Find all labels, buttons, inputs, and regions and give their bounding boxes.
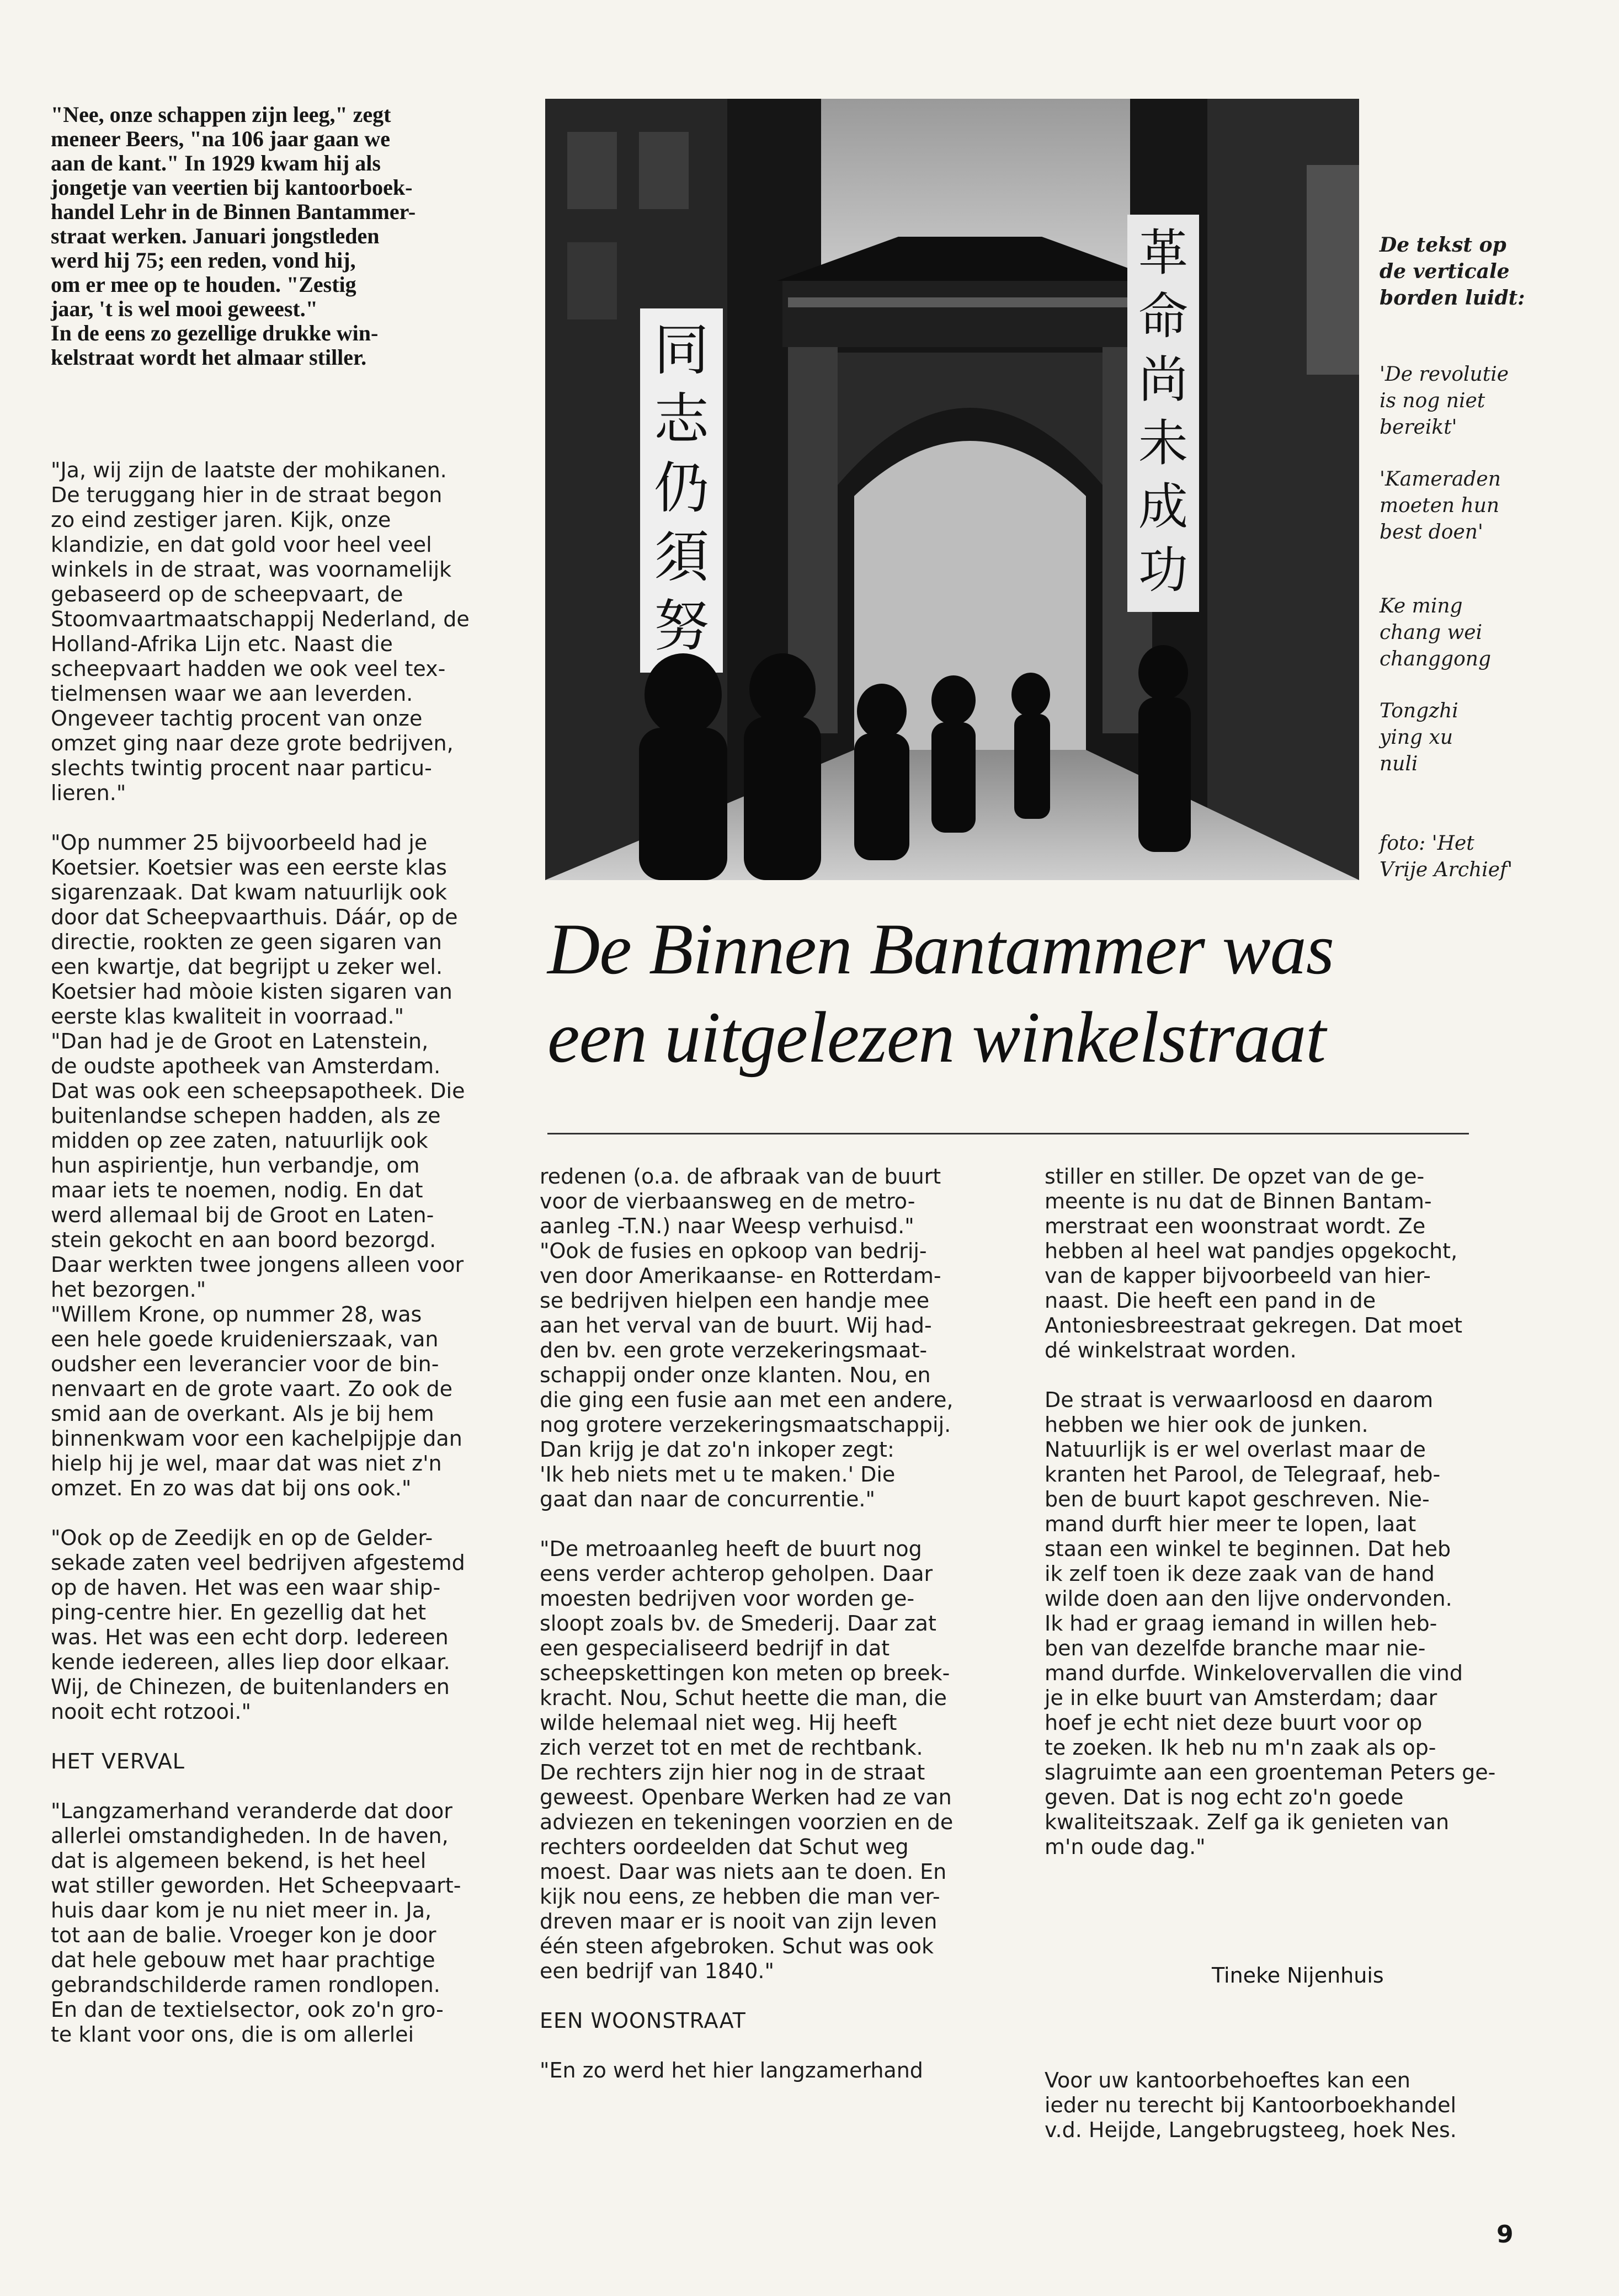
section-heading: EEN WOONSTRAAT [540, 2009, 746, 2033]
caption-line-1: 'De revolutie is nog niet bereikt' [1380, 363, 1509, 439]
sign-character: 尚 [1138, 351, 1188, 409]
street-photo [545, 99, 1359, 880]
author-name: Tineke Nijenhuis [1212, 1963, 1384, 1988]
page-number: 9 [1496, 2220, 1514, 2249]
column-2 [540, 1164, 1014, 2083]
column-1 [51, 458, 525, 2047]
sign-character: 志 [654, 387, 709, 451]
sign-character: 未 [1138, 414, 1188, 472]
caption-line-3: Ke ming chang wei changgong [1380, 595, 1491, 670]
headline-rule [547, 1133, 1469, 1134]
paragraph: stiller en stiller. De opzet van de ge- meente is nu dat de Binnen Bantam- merstraat een woonstraat wordt. Ze hebben al heel wat pandjes opgekocht, van de kapper bijvoorbeeld van hier- naast. Die heeft een pand in de Antoniesbreestraat gekregen. Dat moet dé winkelstraat worden. [1045, 1164, 1463, 1362]
paragraph: "Ook de fusies en opkoop van bedrij- ven door Amerikaanse- en Rotterdam- se bedrijven hielpen een handje mee aan het verval van de buurt. Wij had- den bv. een grote verzekeringsmaat- schappij onder onze klanten. Nou, en die ging een fusie aan met een andere, nog grotere verzekeringsmaatschappij. Dan krijg je dat zo'n inkoper zegt: 'Ik heb niets met u te maken.' Die gaat dan naar de concurrentie." [540, 1239, 954, 1511]
lead-paragraph: "Nee, onze schappen zijn leeg," zegt meneer Beers, "na 106 jaar gaan we aan de kant." In 1929 kwam hij als jongetje van veertien bij kantoorboek- handel Lehr in de Binnen Bantammer- straat werken. Januari jongstleden werd hij 75; een reden, vond hij, om er mee op te houden. "Zestig jaar, 't is wel mooi geweest." In de eens zo gezellige drukke win- kelstraat wordt het almaar stiller. [51, 102, 416, 370]
paragraph: "Ja, wij zijn de laatste der mohikanen. De teruggang hier in de straat begon zo eind zestiger jaren. Kijk, onze klandizie, en dat gold voor heel veel winkels in de straat, was voornamelijk gebaseerd op de scheepvaart, de Stoomvaartmaatschappij Nederland, de Holland-Afrika Lijn etc. Naast die scheepvaart hadden we ook veel tex- tielmensen waar we aan leverden. Ongeveer tachtig procent van onze omzet ging naar deze grote bedrijven, slechts twintig procent naar particu- lieren." [51, 458, 470, 805]
paragraph: "De metroaanleg heeft de buurt nog eens verder achterop geholpen. Daar moesten bedrijven voor worden ge- sloopt zoals bv. de Smederij. Daar zat een gespecialiseerd bedrijf in dat scheepskettingen kon meten op breek- kracht. Nou, Schut heette die man, die wilde helemaal niet weg. Hij heeft zich verzet tot en met de rechtbank. De rechters zijn hier nog in de straat geweest. Openbare Werken had ze van adviezen en tekeningen voorzien en de rechters oordeelden dat Schut weg moest. Daar was niets aan te doen. En kijk nou eens, ze hebben die man ver- dreven maar er is nooit van zijn leven één steen afgebroken. Schut was ook een bedrijf van 1840." [540, 1537, 954, 1983]
paragraph: "Willem Krone, op nummer 28, was een hele goede kruidenierszaak, van oudsher een leverancier voor de bin- nenvaart en de grote vaart. Zo ook de smid aan de overkant. Als je bij hem binnenkwam voor een kachelpijpje dan hielp hij je wel, maar dat was niet z'n omzet. En zo was dat bij ons ook." [51, 1302, 462, 1500]
paragraph: "Dan had je de Groot en Latenstein, de oudste apotheek van Amsterdam. Dat was ook een scheepsapotheek. Die buitenlandse schepen hadden, als ze midden op zee zaten, natuurlijk ook hun aspirientje, hun verbandje, om maar iets te noemen, nodig. En dat werd allemaal bij de Groot en Laten- stein gekocht en aan boord bezorgd. Daar werkten twee jongens alleen voor het bezorgen." [51, 1029, 465, 1302]
photo-credit: foto: 'Het Vrije Archief' [1380, 832, 1513, 881]
paragraph: De straat is verwaarloosd en daarom hebben we hier ook de junken. Natuurlijk is er wel overlast maar de kranten het Parool, de Telegraaf, heb- ben de buurt kapot geschreven. Nie- mand durft hier meer te lopen, laat staan een winkel te beginnen. Dat heb ik zelf toen ik deze zaak van de hand wilde doen aan den lijve ondervonden. Ik had er graag iemand in willen heb- ben van dezelfde branche maar nie- mand durfde. Winkelovervallen die vind je in elke buurt van Amsterdam; daar hoef je echt niet deze buurt voor op te zoeken. Ik heb nu m'n zaak als op- slagruimte aan een groenteman Peters ge- geven. Dat is nog echt zo'n goede kwaliteitszaak. Zelf ga ik genieten van m'n oude dag." [1045, 1388, 1496, 1859]
paragraph: "Ook op de Zeedijk en op de Gelder- sekade zaten veel bedrijven afgestemd op de haven. Het was een waar ship- ping-centre hier. En gezellig dat het was. Het was een echt dorp. Iedereen kende iedereen, alles liep door elkaar. Wij, de Chinezen, de buitenlanders en nooit echt rotzooi." [51, 1526, 465, 1724]
sign-character: 革 [1138, 224, 1188, 282]
section-heading: HET VERVAL [51, 1749, 185, 1773]
sign-character: 同 [654, 318, 709, 382]
caption-line-4: Tongzhi ying xu nuli [1380, 700, 1458, 775]
caption-line-2: 'Kameraden moeten hun best doen' [1380, 468, 1501, 544]
sign-character: 須 [654, 525, 709, 589]
paragraph: Voor uw kantoorbehoeftes kan een ieder nu terecht bij Kantoorboekhandel v.d. Heijde, Langebrugsteeg, hoek Nes. [1045, 2068, 1457, 2142]
headline: De Binnen Bantammer was een uitgelezen winkelstraat [547, 908, 1334, 1078]
caption-intro: De tekst op de verticale borden luidt: [1380, 233, 1525, 310]
sign-character: 成 [1138, 478, 1188, 536]
advert-note [1045, 2068, 1530, 2143]
column-3 [1045, 1164, 1530, 1884]
sign-character: 功 [1138, 541, 1188, 599]
paragraph: "Op nummer 25 bijvoorbeeld had je Koetsier. Koetsier was een eerste klas sigarenzaak. Dat kwam natuurlijk ook door dat Scheepvaarthuis. Dáár, op de directie, rookten ze geen sigaren van een kwartje, dat begrijpt u zeker wel. Koetsier had mòoie kisten sigaren van eerste klas kwaliteit in voorraad." [51, 830, 458, 1029]
paragraph: "En zo werd het hier langzamerhand [540, 2058, 923, 2082]
sign-left [654, 318, 710, 658]
sign-character: 命 [1138, 287, 1188, 345]
sign-character: 仍 [654, 456, 709, 520]
paragraph: "Langzamerhand veranderde dat door allerlei omstandigheden. In de haven, dat is algemeen bekend, is het heel wat stiller geworden. Het Scheepvaart- huis daar kom je nu niet meer in. Ja, tot aan de balie. Vroeger kon je door dat hele gebouw met haar prachtige gebrandschilderde ramen rondlopen. En dan de textielsector, ook zo'n gro- te klant voor ons, die is om allerlei [51, 1799, 461, 2047]
street-photo-drawing [545, 99, 1359, 880]
paragraph: redenen (o.a. de afbraak van de buurt voor de vierbaansweg en de metro- aanleg -T.N.) naar Weesp verhuisd." [540, 1164, 941, 1238]
sign-character: 努 [654, 594, 709, 658]
